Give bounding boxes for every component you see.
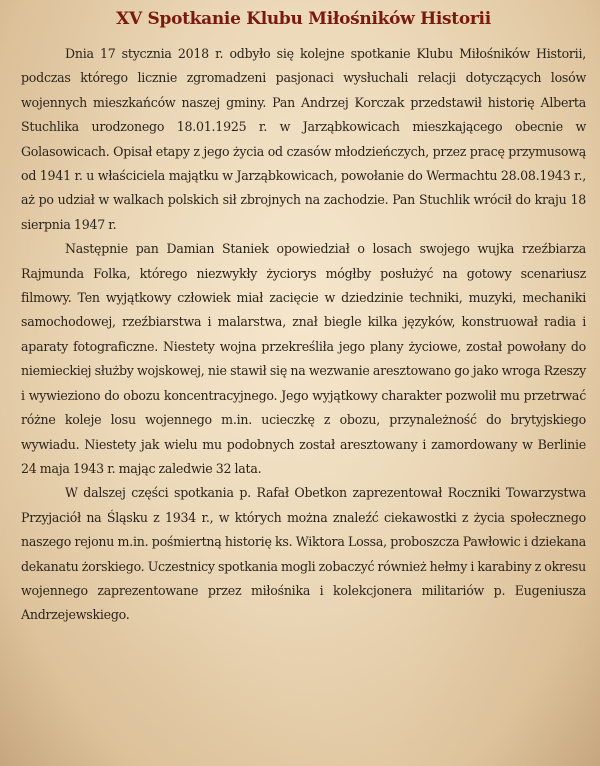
paragraph-staniek: Następnie pan Damian Staniek opowiedział o losach swojego wujka rzeźbiarza Rajmunda Folka, którego niezwykły życiorys mógłby posłużyć na gotowy scenariusz filmowy. Ten wyjątkowy człowiek miał zacięcie w dziedzinie techniki, muzyki, mechaniki samochodowej, rzeźbiarstwa i malarstwa, znał biegle kilka języków, konstruował radia i aparaty fotograficzne. Niestety wojna przekreśliła jego plany życiowe, został powołany do niemieckiej służby wojskowej, nie stawił się na wezwanie aresztowano go jako wroga Rzeszy i wywieziono do obozu koncentracyjnego. Jego wyjątkowy charakter pozwolił mu przetrwać różne koleje losu wojennego m.in. ucieczkę z obozu, przynależność do brytyjskiego wywiadu. Niestety jak wielu mu podobnych został aresztowany i zamordowany w Berlinie 24 maja 1943 r. mając zaledwie 32 lata. [21, 241, 586, 476]
paragraph-korczak: Dnia 17 stycznia 2018 r. odbyło się kolejne spotkanie Klubu Miłośników Historii, podczas którego licznie zgromadzeni pasjonaci wysłuchali relacji dotyczących losów wojennych mieszkańców naszej gminy. Pan Andrzej Korczak przedstawił historię Alberta Stuchlika urodzonego 18.01.1925 r. w Jarząbkowicach mieszkającego obecnie w Golasowicach. Opisał etapy z jego życia od czasów młodzieńczych, przez pracę przymusową od 1941 r. u właściciela majątku w Jarząbkowicach, powołanie do Wermachtu 28.08.1943 r., aż po udział w walkach polskich sił zbrojnych na zachodzie. Pan Stuchlik wrócił do kraju 18 sierpnia 1947 r. [21, 46, 586, 232]
document-title: XV Spotkanie Klubu Miłośników Historii [116, 9, 491, 29]
paragraph-obetkon: W dalszej części spotkania p. Rafał Obetkon zaprezentował Roczniki Towarzystwa Przyjaciół na Śląsku z 1934 r., w których można znaleźć ciekawostki z życia społecznego naszego rejonu m.in. pośmiertną historię ks. Wiktora Lossa, proboszcza Pawłowic i dziekana dekanatu żorskiego. Uczestnicy spotkania mogli zobaczyć również hełmy i karabiny z okresu wojennego zaprezentowane przez miłośnika i kolekcjonera militariów p. Eugeniusza Andrzejewskiego. [21, 485, 587, 623]
